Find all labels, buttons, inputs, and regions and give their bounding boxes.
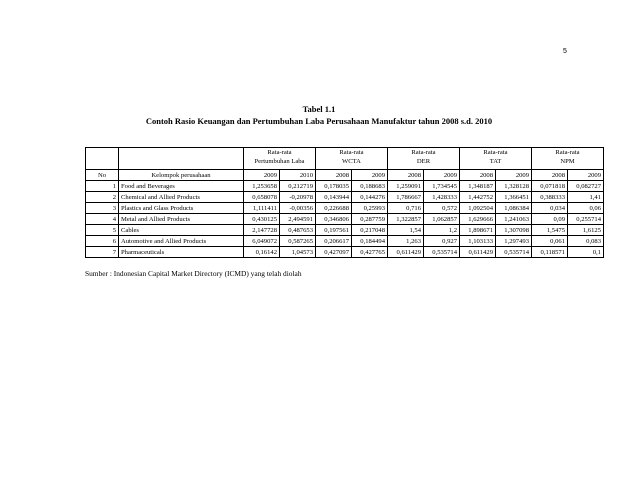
cell-value: 1,322857 <box>388 214 424 225</box>
cell-value: 1,253658 <box>244 181 280 192</box>
cell-value: 0,197561 <box>316 225 352 236</box>
cell-value: 1,629666 <box>460 214 496 225</box>
cell-value: 0,184494 <box>352 236 388 247</box>
column-header-no: No <box>86 170 119 181</box>
row-number: 3 <box>86 203 119 214</box>
header-blank-name <box>119 148 244 170</box>
cell-value: 1,734545 <box>424 181 460 192</box>
group-header-line1: Rata-rata <box>411 149 436 156</box>
cell-value: 1,328128 <box>496 181 532 192</box>
year-header: 2009 <box>352 170 388 181</box>
table-title: Tabel 1.1 <box>302 104 336 114</box>
company-group: Plastics and Glass Products <box>119 203 244 214</box>
row-number: 2 <box>86 192 119 203</box>
cell-value: 1,086384 <box>496 203 532 214</box>
cell-value: 0,535714 <box>424 247 460 258</box>
year-header: 2009 <box>496 170 532 181</box>
year-header-row <box>86 170 604 181</box>
row-number: 1 <box>86 181 119 192</box>
cell-value: 0,143944 <box>316 192 352 203</box>
cell-value: -0,00356 <box>280 203 316 214</box>
year-header: 2009 <box>424 170 460 181</box>
year-header: 2010 <box>280 170 316 181</box>
cell-value: 0,287759 <box>352 214 388 225</box>
financial-ratio-table <box>85 147 604 258</box>
page-number: 5 <box>563 48 567 55</box>
cell-value: 1,442752 <box>460 192 496 203</box>
cell-value: 1,103133 <box>460 236 496 247</box>
group-header-tat <box>460 148 532 170</box>
cell-value: 0,212719 <box>280 181 316 192</box>
group-header-der <box>388 148 460 170</box>
column-header-name: Kelompok perusahaan <box>119 170 244 181</box>
cell-value: 1,6125 <box>568 225 604 236</box>
cell-value: 0,082727 <box>568 181 604 192</box>
cell-value: 0,217048 <box>352 225 388 236</box>
table-row <box>86 192 604 203</box>
table-row <box>86 181 604 192</box>
cell-value: 1,348187 <box>460 181 496 192</box>
group-header-laba <box>244 148 316 170</box>
table-row <box>86 247 604 258</box>
cell-value: 0,06 <box>568 203 604 214</box>
year-header: 2009 <box>244 170 280 181</box>
cell-value: 1,786667 <box>388 192 424 203</box>
year-header: 2008 <box>316 170 352 181</box>
cell-value: 0,061 <box>532 236 568 247</box>
cell-value: 1,062857 <box>424 214 460 225</box>
cell-value: 0,1 <box>568 247 604 258</box>
table-row <box>86 203 604 214</box>
cell-value: 0,178035 <box>316 181 352 192</box>
cell-value: 0,09 <box>532 214 568 225</box>
group-header-line1: Rata-rata <box>555 149 580 156</box>
cell-value: 1,259091 <box>388 181 424 192</box>
cell-value: 0,587265 <box>280 236 316 247</box>
cell-value: 0,083 <box>568 236 604 247</box>
cell-value: 0,611429 <box>460 247 496 258</box>
company-group: Food and Beverages <box>119 181 244 192</box>
cell-value: 1,297493 <box>496 236 532 247</box>
group-header-line2: WCTA <box>342 158 361 165</box>
cell-value: 1,2 <box>424 225 460 236</box>
cell-value: 0,25993 <box>352 203 388 214</box>
cell-value: 0,927 <box>424 236 460 247</box>
cell-value: 1,04573 <box>280 247 316 258</box>
group-header-line2: Pertumbuhan Laba <box>254 158 305 165</box>
cell-value: 0,427097 <box>316 247 352 258</box>
row-number: 6 <box>86 236 119 247</box>
cell-value: 2,494591 <box>280 214 316 225</box>
cell-value: 1,428333 <box>424 192 460 203</box>
cell-value: 1,241063 <box>496 214 532 225</box>
cell-value: 0,226688 <box>316 203 352 214</box>
cell-value: 0,16142 <box>244 247 280 258</box>
company-group: Metal and Allied Products <box>119 214 244 225</box>
cell-value: 1,366451 <box>496 192 532 203</box>
row-number: 7 <box>86 247 119 258</box>
cell-value: 0,716 <box>388 203 424 214</box>
group-header-npm <box>532 148 604 170</box>
group-header-line1: Rata-rata <box>267 149 292 156</box>
cell-value: 1,54 <box>388 225 424 236</box>
company-group: Automotive and Allied Products <box>119 236 244 247</box>
cell-value: -0,20978 <box>280 192 316 203</box>
year-header: 2008 <box>460 170 496 181</box>
cell-value: 1,5475 <box>532 225 568 236</box>
cell-value: 0,535714 <box>496 247 532 258</box>
cell-value: 0,188683 <box>352 181 388 192</box>
cell-value: 0,427765 <box>352 247 388 258</box>
cell-value: 1,092504 <box>460 203 496 214</box>
company-group: Cables <box>119 225 244 236</box>
table-row <box>86 236 604 247</box>
group-header-line2: NPM <box>560 158 575 165</box>
table-subtitle: Contoh Rasio Keuangan dan Pertumbuhan Laba Perusahaan Manufaktur tahun 2008 s.d. 2010 <box>145 116 493 126</box>
cell-value: 0,346806 <box>316 214 352 225</box>
group-header-line1: Rata-rata <box>339 149 364 156</box>
group-header-line1: Rata-rata <box>483 149 508 156</box>
cell-value: 6,049072 <box>244 236 280 247</box>
cell-value: 0,658078 <box>244 192 280 203</box>
cell-value: 0,144276 <box>352 192 388 203</box>
cell-value: 2,147728 <box>244 225 280 236</box>
header-blank-no <box>86 148 119 170</box>
cell-value: 0,206617 <box>316 236 352 247</box>
cell-value: 1,307098 <box>496 225 532 236</box>
cell-value: 0,118571 <box>532 247 568 258</box>
cell-value: 0,255714 <box>568 214 604 225</box>
company-group: Pharmaceuticals <box>119 247 244 258</box>
table-row <box>86 214 604 225</box>
cell-value: 0,611429 <box>388 247 424 258</box>
row-number: 5 <box>86 225 119 236</box>
group-header-wcta <box>316 148 388 170</box>
company-group: Chemical and Allied Products <box>119 192 244 203</box>
cell-value: 0,071818 <box>532 181 568 192</box>
year-header: 2008 <box>532 170 568 181</box>
group-header-row <box>86 148 604 170</box>
table-row <box>86 225 604 236</box>
cell-value: 0,572 <box>424 203 460 214</box>
group-header-line2: TAT <box>489 158 502 165</box>
group-header-line2: DER <box>416 158 431 165</box>
cell-value: 1,263 <box>388 236 424 247</box>
cell-value: 0,034 <box>532 203 568 214</box>
cell-value: 0,388333 <box>532 192 568 203</box>
year-header: 2008 <box>388 170 424 181</box>
cell-value: 0,430125 <box>244 214 280 225</box>
year-header: 2009 <box>568 170 604 181</box>
source-note: Sumber : Indonesian Capital Market Directory (ICMD) yang telah diolah <box>85 269 302 278</box>
cell-value: 1,898671 <box>460 225 496 236</box>
row-number: 4 <box>86 214 119 225</box>
cell-value: 1,111411 <box>244 203 280 214</box>
cell-value: 0,487653 <box>280 225 316 236</box>
cell-value: 1,41 <box>568 192 604 203</box>
